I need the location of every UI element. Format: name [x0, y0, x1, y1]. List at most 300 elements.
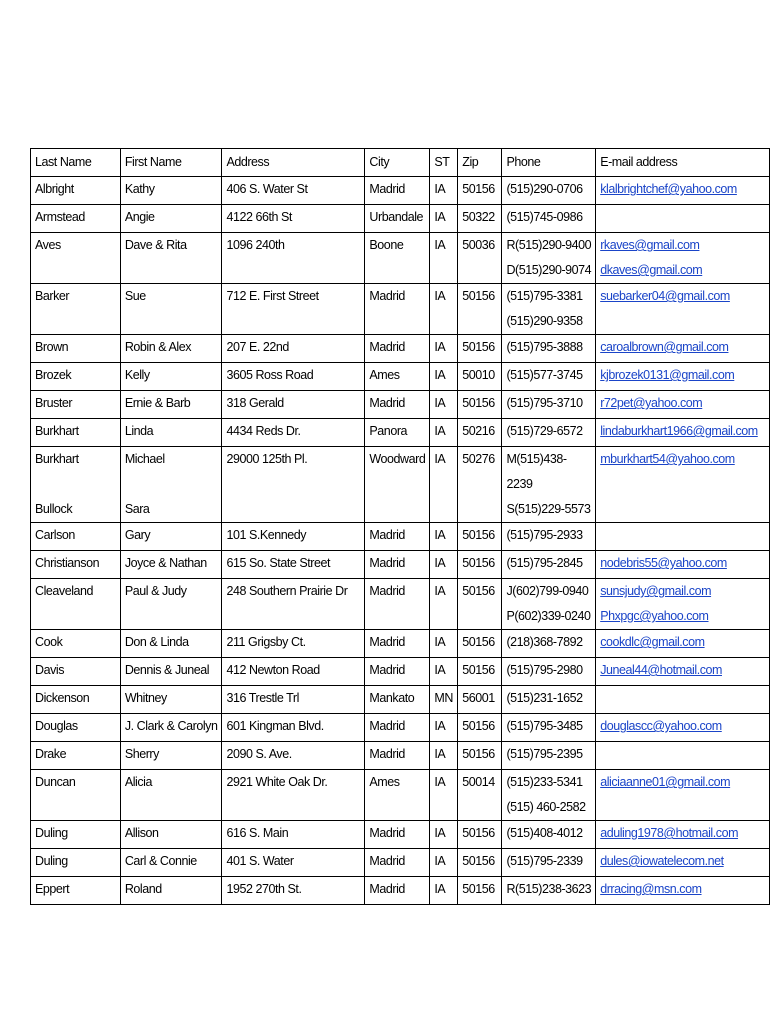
phone-cell	[502, 205, 596, 233]
zip-cell	[458, 742, 502, 770]
address-cell	[222, 849, 365, 877]
email-text	[600, 523, 765, 548]
email-link[interactable]: sunsjudy@gmail.com	[600, 584, 712, 598]
zip-text: 50322	[462, 210, 495, 224]
zip-cell	[458, 877, 502, 905]
last-name-cell	[31, 579, 121, 630]
zip-text: 50156	[462, 396, 495, 410]
city-cell	[365, 177, 430, 205]
city-cell	[365, 391, 430, 419]
first-name-text: Linda	[124, 424, 154, 438]
table-row	[31, 770, 770, 821]
address-cell	[222, 877, 365, 905]
city-text: Mankato	[369, 691, 415, 705]
state-cell	[430, 391, 458, 419]
address-cell	[222, 284, 365, 335]
email-link[interactable]: nodebris55@yahoo.com	[600, 556, 727, 570]
zip-text: 50156	[462, 340, 495, 354]
address-text: 401 S. Water	[226, 854, 294, 868]
zip-cell	[458, 419, 502, 447]
phone-cell	[502, 551, 596, 579]
city-cell	[365, 686, 430, 714]
last-name-cell	[31, 849, 121, 877]
phone-cell	[502, 177, 596, 205]
phone-text: (515)290-9358	[506, 314, 583, 328]
address-cell	[222, 742, 365, 770]
address-text: 207 E. 22nd	[226, 340, 289, 354]
last-name-text: Duncan	[35, 775, 76, 789]
phone-cell	[502, 849, 596, 877]
address-cell	[222, 579, 365, 630]
state-text: IA	[434, 210, 446, 224]
table-row	[31, 233, 770, 284]
city-cell	[365, 205, 430, 233]
first-name-cell	[120, 284, 222, 335]
last-name-cell	[31, 877, 121, 905]
table-row	[31, 363, 770, 391]
phone-text: R(515)238-3623	[506, 882, 592, 896]
first-name-text: Ernie & Barb	[124, 396, 191, 410]
last-name-cell	[31, 658, 121, 686]
state-text: IA	[434, 826, 446, 840]
state-cell	[430, 363, 458, 391]
city-text: Woodward	[369, 452, 426, 466]
city-text: Madrid	[369, 289, 405, 303]
table-body	[31, 177, 770, 905]
city-text: Madrid	[369, 747, 405, 761]
table-row	[31, 447, 770, 523]
table-row	[31, 419, 770, 447]
last-name-text: Bruster	[35, 396, 73, 410]
zip-cell	[458, 447, 502, 523]
table-row	[31, 686, 770, 714]
address-text: 29000 125th Pl.	[226, 452, 308, 466]
zip-cell	[458, 205, 502, 233]
email-text	[600, 205, 765, 230]
first-name-cell	[120, 391, 222, 419]
last-name-cell	[31, 714, 121, 742]
table-header-row	[31, 149, 770, 177]
city-text: Boone	[369, 238, 404, 252]
email-cell	[596, 233, 770, 284]
table-row	[31, 205, 770, 233]
address-text: 316 Trestle Trl	[226, 691, 299, 705]
zip-text: 50156	[462, 826, 495, 840]
state-text: IA	[434, 584, 446, 598]
email-text	[600, 686, 765, 711]
address-cell	[222, 205, 365, 233]
last-name-cell	[31, 335, 121, 363]
header-zip: Zip	[458, 149, 502, 177]
first-name-cell	[120, 579, 222, 630]
zip-cell	[458, 551, 502, 579]
table-row	[31, 821, 770, 849]
email-link[interactable]: drracing@msn.com	[600, 882, 702, 896]
last-name-text: Brozek	[35, 368, 72, 382]
address-text: 3605 Ross Road	[226, 368, 314, 382]
zip-cell	[458, 233, 502, 284]
email-cell	[596, 523, 770, 551]
first-name-cell	[120, 742, 222, 770]
first-name-text: Whitney	[124, 691, 167, 705]
table-row	[31, 877, 770, 905]
state-text: IA	[434, 882, 446, 896]
last-name-text: Cleaveland	[35, 584, 94, 598]
state-text: IA	[434, 528, 446, 542]
phone-text: (515)233-5341	[506, 775, 583, 789]
first-name-text: Paul & Judy	[124, 584, 187, 598]
phone-text: R(515)290-9400	[506, 238, 592, 252]
email-link[interactable]: suebarker04@gmail.com	[600, 289, 730, 303]
email-link[interactable]: dkaves@gmail.com	[600, 263, 703, 277]
first-name-text: Roland	[124, 882, 162, 896]
state-text: MN	[434, 691, 453, 705]
phone-text: (515)795-3381	[506, 289, 583, 303]
phone-cell	[502, 877, 596, 905]
email-cell	[596, 714, 770, 742]
phone-cell	[502, 658, 596, 686]
email-cell	[596, 877, 770, 905]
email-cell	[596, 686, 770, 714]
state-cell	[430, 233, 458, 284]
email-link[interactable]: rkaves@gmail.com	[600, 238, 700, 252]
last-name-text: Burkhart	[35, 452, 79, 466]
address-text: 248 Southern Prairie Dr	[226, 584, 348, 598]
address-text: 615 So. State Street	[226, 556, 331, 570]
last-name-text: Eppert	[35, 882, 70, 896]
zip-text: 50156	[462, 182, 495, 196]
phone-text: S(515)229-5573	[506, 502, 591, 516]
first-name-cell	[120, 821, 222, 849]
phone-text: (515)290-0706	[506, 182, 583, 196]
zip-text: 50156	[462, 854, 495, 868]
table-row	[31, 742, 770, 770]
address-cell	[222, 335, 365, 363]
phone-text: (515)795-2395	[506, 747, 583, 761]
last-name-text: Albright	[35, 182, 74, 196]
last-name-text: Aves	[35, 238, 61, 252]
address-cell	[222, 419, 365, 447]
state-cell	[430, 714, 458, 742]
member-directory-table	[30, 148, 770, 905]
header-phone: Phone	[502, 149, 596, 177]
city-text: Madrid	[369, 663, 405, 677]
city-text: Madrid	[369, 635, 405, 649]
last-name-text: Davis	[35, 663, 65, 677]
address-text: 211 Grigsby Ct.	[226, 635, 306, 649]
table-row	[31, 284, 770, 335]
email-link[interactable]: aduling1978@hotmail.com	[600, 826, 739, 840]
city-text: Madrid	[369, 528, 405, 542]
phone-cell	[502, 686, 596, 714]
table-row	[31, 523, 770, 551]
phone-text: P(602)339-0240	[506, 609, 591, 623]
phone-text: (515)795-3710	[506, 396, 583, 410]
email-cell	[596, 284, 770, 335]
email-cell	[596, 630, 770, 658]
phone-text: D(515)290-9074	[506, 263, 592, 277]
phone-cell	[502, 821, 596, 849]
first-name-cell	[120, 335, 222, 363]
email-link[interactable]: Phxpgc@yahoo.com	[600, 609, 709, 623]
state-cell	[430, 205, 458, 233]
state-cell	[430, 658, 458, 686]
zip-cell	[458, 579, 502, 630]
last-name-cell	[31, 770, 121, 821]
first-name-cell	[120, 523, 222, 551]
state-cell	[430, 523, 458, 551]
email-link[interactable]: kjbrozek0131@gmail.com	[600, 368, 735, 382]
header-last-name: Last Name	[31, 149, 121, 177]
city-text: Ames	[369, 368, 400, 382]
zip-text: 50156	[462, 663, 495, 677]
phone-cell	[502, 523, 596, 551]
state-text: IA	[434, 747, 446, 761]
first-name-text: Alicia	[124, 775, 152, 789]
phone-text: (515)745-0986	[506, 210, 583, 224]
state-text: IA	[434, 854, 446, 868]
first-name-text	[125, 472, 218, 497]
phone-text: (218)368-7892	[506, 635, 583, 649]
zip-cell	[458, 177, 502, 205]
last-name-text: Christianson	[35, 556, 100, 570]
email-cell	[596, 849, 770, 877]
address-cell	[222, 770, 365, 821]
city-cell	[365, 579, 430, 630]
first-name-cell	[120, 770, 222, 821]
first-name-cell	[120, 551, 222, 579]
last-name-cell	[31, 686, 121, 714]
state-text: IA	[434, 775, 446, 789]
email-link[interactable]: aliciaanne01@gmail.com	[600, 775, 731, 789]
zip-cell	[458, 686, 502, 714]
state-cell	[430, 849, 458, 877]
last-name-text: Carlson	[35, 528, 75, 542]
first-name-cell	[120, 419, 222, 447]
table-row	[31, 551, 770, 579]
phone-text: M(515)438-	[506, 452, 567, 466]
email-cell	[596, 579, 770, 630]
first-name-cell	[120, 658, 222, 686]
phone-cell	[502, 742, 596, 770]
email-link[interactable]: klalbrightchef@yahoo.com	[600, 182, 737, 196]
address-text: 412 Newton Road	[226, 663, 320, 677]
zip-cell	[458, 523, 502, 551]
email-cell	[596, 658, 770, 686]
last-name-cell	[31, 630, 121, 658]
last-name-text: Drake	[35, 747, 67, 761]
email-cell	[596, 391, 770, 419]
state-cell	[430, 551, 458, 579]
first-name-text: Robin & Alex	[124, 340, 191, 354]
address-cell	[222, 658, 365, 686]
city-text: Madrid	[369, 182, 405, 196]
email-cell	[596, 335, 770, 363]
state-cell	[430, 447, 458, 523]
first-name-cell	[120, 177, 222, 205]
phone-cell	[502, 630, 596, 658]
last-name-text: Duling	[35, 854, 68, 868]
address-text: 1096 240th	[226, 238, 285, 252]
city-cell	[365, 658, 430, 686]
email-text	[600, 742, 765, 767]
city-cell	[365, 849, 430, 877]
state-text: IA	[434, 663, 446, 677]
first-name-cell	[120, 205, 222, 233]
city-text: Urbandale	[369, 210, 424, 224]
phone-text: J(602)799-0940	[506, 584, 589, 598]
state-text: IA	[434, 556, 446, 570]
header-state: ST	[430, 149, 458, 177]
last-name-text: Duling	[35, 826, 68, 840]
city-cell	[365, 877, 430, 905]
zip-cell	[458, 284, 502, 335]
phone-cell	[502, 233, 596, 284]
state-cell	[430, 177, 458, 205]
email-link[interactable]: dules@iowatelecom.net	[600, 854, 724, 868]
first-name-text: Dennis & Juneal	[124, 663, 210, 677]
phone-text: (515)231-1652	[506, 691, 583, 705]
city-cell	[365, 821, 430, 849]
zip-text: 50156	[462, 556, 495, 570]
last-name-text: Brown	[35, 340, 69, 354]
first-name-text: Kathy	[124, 182, 155, 196]
last-name-text	[35, 472, 116, 497]
last-name-cell	[31, 419, 121, 447]
phone-text: (515)795-3485	[506, 719, 583, 733]
email-link[interactable]: Juneal44@hotmail.com	[600, 663, 722, 677]
last-name-cell	[31, 551, 121, 579]
first-name-cell	[120, 877, 222, 905]
state-cell	[430, 335, 458, 363]
phone-text: (515) 460-2582	[506, 800, 586, 814]
address-cell	[222, 551, 365, 579]
city-cell	[365, 233, 430, 284]
zip-text: 50036	[462, 238, 495, 252]
city-cell	[365, 447, 430, 523]
state-text: IA	[434, 182, 446, 196]
first-name-text: Dave & Rita	[124, 238, 187, 252]
first-name-cell	[120, 447, 222, 523]
zip-text: 50014	[462, 775, 495, 789]
email-link[interactable]: mburkhart54@yahoo.com	[600, 452, 735, 466]
last-name-text: Dickenson	[35, 691, 90, 705]
table-row	[31, 579, 770, 630]
first-name-text: Carl & Connie	[124, 854, 197, 868]
zip-text: 50156	[462, 747, 495, 761]
zip-text: 50156	[462, 882, 495, 896]
city-text: Panora	[369, 424, 408, 438]
city-cell	[365, 714, 430, 742]
state-text: IA	[434, 719, 446, 733]
state-cell	[430, 419, 458, 447]
zip-text: 50010	[462, 368, 495, 382]
first-name-text: Allison	[124, 826, 159, 840]
email-link[interactable]: douglascc@yahoo.com	[600, 719, 722, 733]
phone-text: (515)795-2339	[506, 854, 583, 868]
address-cell	[222, 233, 365, 284]
email-link[interactable]: lindaburkhart1966@gmail.com	[600, 424, 758, 438]
email-cell	[596, 419, 770, 447]
zip-cell	[458, 658, 502, 686]
email-cell	[596, 551, 770, 579]
phone-text: 2239	[506, 477, 533, 491]
zip-cell	[458, 821, 502, 849]
last-name-cell	[31, 742, 121, 770]
address-text: 318 Gerald	[226, 396, 284, 410]
last-name-text: Armstead	[35, 210, 85, 224]
email-link[interactable]: r72pet@yahoo.com	[600, 396, 703, 410]
phone-cell	[502, 419, 596, 447]
last-name-cell	[31, 523, 121, 551]
table-row	[31, 335, 770, 363]
city-text: Madrid	[369, 854, 405, 868]
address-text: 4122 66th St	[226, 210, 292, 224]
first-name-cell	[120, 630, 222, 658]
first-name-text: Angie	[124, 210, 155, 224]
first-name-text: Kelly	[124, 368, 150, 382]
city-cell	[365, 363, 430, 391]
city-cell	[365, 630, 430, 658]
first-name-cell	[120, 714, 222, 742]
zip-text: 50276	[462, 452, 495, 466]
header-city: City	[365, 149, 430, 177]
phone-text: (515)577-3745	[506, 368, 583, 382]
zip-cell	[458, 363, 502, 391]
header-email: E-mail address	[596, 149, 770, 177]
city-text: Madrid	[369, 584, 405, 598]
zip-cell	[458, 391, 502, 419]
header-first-name: First Name	[120, 149, 222, 177]
city-cell	[365, 770, 430, 821]
email-link[interactable]: cookdlc@gmail.com	[600, 635, 705, 649]
zip-cell	[458, 849, 502, 877]
phone-text: (515)795-2845	[506, 556, 583, 570]
zip-text: 50156	[462, 528, 495, 542]
phone-text: (515)795-3888	[506, 340, 583, 354]
address-text: 4434 Reds Dr.	[226, 424, 301, 438]
state-text: IA	[434, 424, 446, 438]
table-row	[31, 630, 770, 658]
first-name-text: Sue	[124, 289, 146, 303]
first-name-text: Gary	[124, 528, 151, 542]
last-name-cell	[31, 284, 121, 335]
zip-text: 50156	[462, 719, 495, 733]
state-text: IA	[434, 396, 446, 410]
city-cell	[365, 742, 430, 770]
first-name-text: Don & Linda	[124, 635, 189, 649]
email-link[interactable]: caroalbrown@gmail.com	[600, 340, 729, 354]
first-name-text: Michael	[124, 452, 165, 466]
zip-cell	[458, 335, 502, 363]
phone-text: (515)729-6572	[506, 424, 583, 438]
state-text: IA	[434, 368, 446, 382]
state-cell	[430, 630, 458, 658]
address-cell	[222, 821, 365, 849]
state-cell	[430, 742, 458, 770]
phone-text: (515)795-2933	[506, 528, 583, 542]
email-cell	[596, 177, 770, 205]
city-text: Madrid	[369, 826, 405, 840]
state-cell	[430, 821, 458, 849]
first-name-cell	[120, 686, 222, 714]
city-text: Ames	[369, 775, 400, 789]
phone-cell	[502, 770, 596, 821]
address-cell	[222, 714, 365, 742]
last-name-cell	[31, 821, 121, 849]
zip-text: 50156	[462, 635, 495, 649]
first-name-cell	[120, 233, 222, 284]
